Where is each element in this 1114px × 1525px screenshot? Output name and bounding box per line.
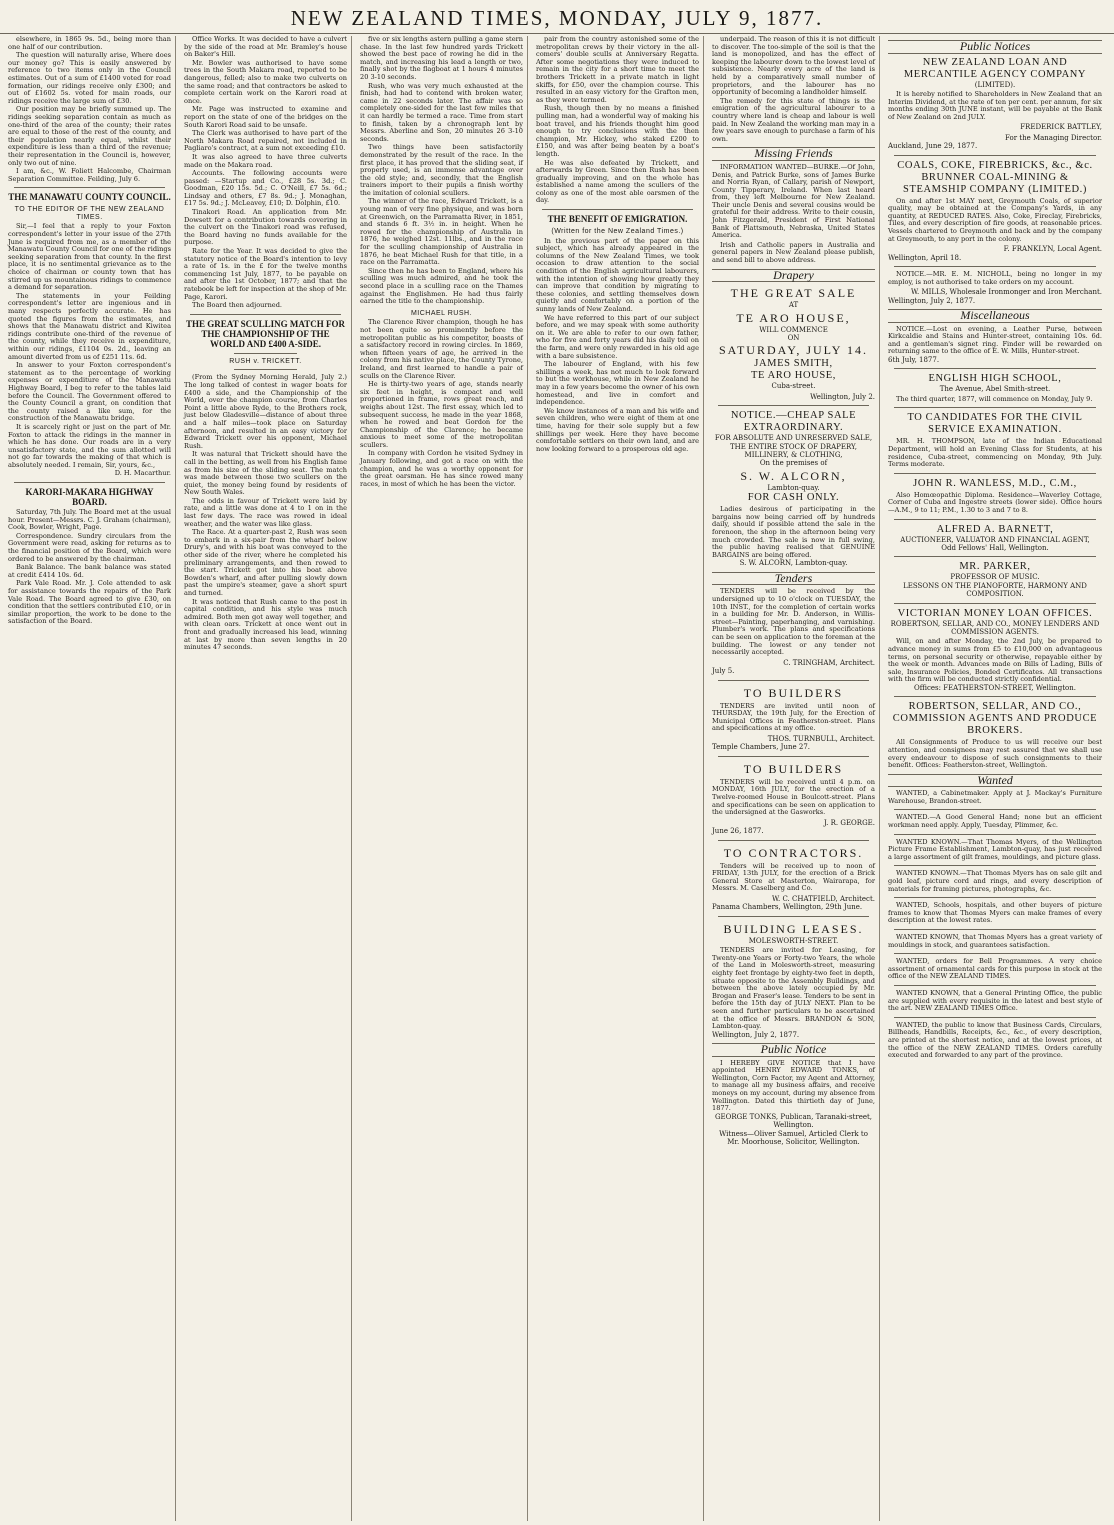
ad-body: Will, on and after Monday, the 2nd July, be prepared to advance money in sums from £5 to £10,000 on advantageous terms, on personal security or otherwise, repayable either by the week or month. Advances made on Bills of Lading, Bills of sale, Insurance Policies, Bonded Certificates. All transactions with the firm will be conducted strictly confidential. [888, 637, 1102, 684]
article-paragraph: We have referred to this part of our subject before, and we may speak with some authority on it. We are able to refer to our own father, who for five and forty years did his daily toil on the farm, and were only rewarded in his old age with a bare subsistence. [536, 313, 699, 360]
missing-friends-ad [712, 164, 875, 265]
article-paragraph: The Race. At a quarter-past 2, Rush was seen to embark in a six-pair from the wharf below Drury's, and with his boat was conveyed to the other side of the river, where he completed his preliminary arrangements, and then rowed to the start. Trickett got into his boat above Bowden's wharf, and after pulling slowly down past the umpire's steamer, gave a short spurt and turned. [184, 528, 347, 597]
column-5 [708, 36, 880, 1521]
notice-ad [888, 271, 1102, 305]
tender-ad [712, 588, 875, 675]
great-sale-ad [712, 285, 875, 401]
article-subheading: MICHAEL RUSH. [410, 309, 473, 317]
ad-line: AT [788, 301, 799, 310]
divider [894, 897, 1096, 898]
divider [894, 407, 1096, 408]
lost-purse-ad [888, 326, 1102, 365]
wanted-item: WANTED, Schools, hospitals, and other buyers of picture frames to know that Thomas Myers can make frames of every description at the lowest rates. [888, 901, 1102, 925]
article-paragraph: Mr. Page was instructed to examine and report on the state of one of the bridges on the South Karori Road said to be unsafe. [184, 105, 347, 129]
article-paragraph: Office Works. It was decided to have a culvert by the side of the road at Mr. Bramley's house on Baker's Hill. [184, 36, 347, 59]
ad-body: NOTICE.—Lost on evening, a Leather Purse, between Kirkcaldie and Stains and Hunter-street, containing 10s. 6d. and a gentleman's signet ring. Finder will be rewarded on returning same to the office of E. W. Mills, Hunter-street. [888, 324, 1102, 356]
music-ad [888, 561, 1102, 598]
ad-sig: FREDERICK BATTLEY, [1020, 123, 1102, 132]
ad-line: ON [787, 334, 800, 343]
article-paragraph: In the previous part of the paper on this subject, which has already appeared in the columns of the New Zealand Times, we took occasion to draw attention to the social condition of the English agricultural labourers, with the intention of showing how greatly they can improve that condition by migrating to these colonies, and settling themselves down quietly and comfortably on a portion of the sunny lands of New Zealand. [536, 236, 699, 313]
ad-witness: Witness—Oliver Samuel, Articled Clerk to Mr. Moorhouse, Solicitor, Wellington. [719, 1129, 868, 1147]
article-paragraph: Accounts. The following accounts were passed: —Startup and Co., £28 5s. 3d.; C. Goodman, £20 15s. 5d.; C. O'Neill, £7 5s. 6d.; Lindsay and others, £7 8s. 9d.; J. Monaghan, £17 5s. 9d.; J. McLeavey, £10; D. Dolphin, £10. [184, 169, 347, 208]
article-paragraph: The Clerk was authorised to have part of the North Makara Road repaired, not included in Pagliaro's contract, at a sum not exceeding £10. [184, 129, 347, 153]
ad-line: ROBERTSON, SELLAR, AND CO., MONEY LENDERS AND COMMISSION AGENTS. [890, 619, 1100, 636]
tender-ad [712, 845, 875, 912]
divider [894, 1017, 1096, 1018]
wanted-item: WANTED KNOWN.—That Thomas Myers has on sale gilt and gold leaf, picture cord and rings, and every description of materials for framing pictures, photographs, &c. [888, 869, 1102, 893]
article-subheading: TO THE EDITOR OF THE NEW ZEALAND TIMES. [14, 206, 165, 221]
divider [718, 756, 869, 757]
ad-body: Tenders will be received up to noon of FRIDAY, 13th JULY, for the erection of a Brick General Store at Masterton, Wairarapa, for Messrs. M. Caselberg and Co. [712, 861, 875, 893]
wanted-item: WANTED, the public to know that Business Cards, Circulars, Billheads, Handbills, Receipts, &c., &c., of every description, are printed at the shortest notice, and at the lowest prices, at the office of the NEW ZEALAND TIMES. Orders carefully executed and forwarded to any part of the province. [888, 1020, 1102, 1060]
article-paragraph: five or six lengths astern pulling a game stern chase. In the last few hundred yards Trickett showed the best pace of rowing he did in the match, and increasing his lead a length or two, finally shot by the flagboat at 1 hours 4 minutes 20 3-10 seconds. [360, 36, 523, 81]
divider [894, 155, 1096, 156]
divider [542, 209, 693, 210]
ad-title: THE GREAT SALE [730, 286, 857, 301]
school-ad [888, 373, 1102, 403]
section-header-public-notice: Public Notice [712, 1043, 875, 1057]
divider [894, 266, 1096, 267]
ad-body: INFORMATION WANTED—BURKE.—Of John, Denis, and Patrick Burke, sons of James Burke and Norria Ryan, of Callary, parish of Newport, County Tipperary, Ireland. When last heard from, they left Melbourne for New Zealand. Their uncle Denis and several cousins would be grateful for their address. Write to their cousin, John Fitzgerald, President of First National Bank of Plattsmouth, Nebraska, United States America. [712, 162, 875, 240]
article-paragraph: Mr. Bowler was authorised to have some trees in the South Makara road, reported to be dangerous, felled; also to make two culverts on the same road; and that contractors be asked to complete certain work on the Karori road at once. [184, 58, 347, 105]
ad-body: Ladies desirous of participating in the bargains now being carried off by hundreds daily, should if possible attend the sale in the forenoon, the shop in the afternoon being very much crowded. The sale is now in full swing, the public having realised that GENUINE BARGAINS are being offered. [712, 505, 875, 559]
divider [894, 809, 1096, 810]
article-paragraph: The statements in your Feilding correspondent's letter are ingenious and in many respects perfectly accurate. He has quoted the figures from the estimates, and shows that the Manawatu district and Kiwitea ridings contribute one-third of the revenue of the county, while they receive in expenditure, within our ridings, £1104 0s. 2d., leaving an amount diverted from us of £251 11s. 6d. [8, 291, 171, 361]
article-paragraph: Rush, who was very much exhausted at the finish, had had to contend with broken water, came in 22 seconds later. The affair was so completely one-sided for the last few miles that it can hardly be termed a race. Time from start to finish, taken by a chronograph lent by Messrs. Aberline and Son, 20 minutes 26 3-10 seconds. [360, 81, 523, 143]
ad-date: Wellington, July 2, 1877. [888, 296, 976, 305]
article-heading: THE BENEFIT OF EMIGRATION. [547, 214, 688, 225]
ad-sig: C. TRINGHAM, Architect. [783, 658, 875, 667]
ad-title: NEW ZEALAND LOAN AND MERCANTILE AGENCY COMPANY [903, 56, 1087, 80]
column-2 [180, 36, 352, 1521]
divider [234, 369, 297, 370]
ad-title: ENGLISH HIGH SCHOOL, [928, 373, 1062, 385]
ad-title: ALFRED A. BARNETT, [936, 523, 1054, 535]
article-paragraph: (From the Sydney Morning Herald, July 2.) The long talked of contest in wager boats for £400 a side, and the Championship of the World, over the champion course, from Charles Point a little above Ryde, to the Brothers rock, just below Gladesville—distance of about three and a half miles—took place on Saturday afternoon, and resulted in an easy victory for Edward Trickett over his opponent, Michael Rush. [184, 373, 347, 450]
tender-ad [712, 921, 875, 1039]
civil-service-ad [888, 412, 1102, 468]
article-paragraph: It was noticed that Rush came to the post in capital condition, and his style was much admired. Both men got away well together, and with clean oars. Trickett at once went out in front and gradually increased his lead, winning at last by more than seven lengths in 20 minutes 47 seconds. [184, 597, 347, 652]
ad-line: Cuba-street. [771, 382, 816, 391]
wanted-item: WANTED KNOWN, that Thomas Myers has a great variety of mouldings in stock, and guarantees satisfaction. [888, 933, 1102, 949]
wanted-list [888, 790, 1102, 1059]
ad-line: MOLESWORTH-STREET. [748, 936, 839, 945]
ad-body: Also Homœopathic Diploma. Residence—Waverley Cottage, Corner of Cuba and Ingestre streets (lower side). Office hours—A.M., 9 to 11; P.M., 1.30 to 3 and 7 to 8. [888, 490, 1102, 514]
divider [894, 865, 1096, 866]
ad-title: MR. PARKER, [959, 561, 1031, 573]
tender-ad [712, 685, 875, 752]
column-4 [532, 36, 704, 1521]
article-paragraph: It was also agreed to have three culverts made on the Makara road. [184, 152, 347, 169]
ad-date: SATURDAY, JULY 14. [718, 343, 869, 358]
money-loan-ad [888, 608, 1102, 693]
article-paragraph: In answer to your Foxton correspondent's statement as to the percentage of working expenses or expenditure of the Manawatu Highway Board, I beg to refer to the tables laid before the Council. The Government offered to the County Council a grant, on condition that the county raised a like sum, for the construction of the Manawatu bridge. [8, 361, 171, 423]
wanted-item: WANTED.—A Good General Hand; none but an efficient workman need apply. Apply, Tuesday, Plimmer, &c. [888, 813, 1102, 830]
divider [718, 840, 869, 841]
divider [190, 314, 341, 315]
article-paragraph: Correspondence. Sundry circulars from the Government were read, asking for returns as to the financial position of the Board, which were ordered to be answered by the chairman. [8, 531, 171, 563]
article-heading: THE GREAT SCULLING MATCH FOR THE CHAMPIONSHIP OF THE WORLD AND £400 A-SIDE. [185, 318, 346, 349]
ad-body: TENDERS will be received until 4 p.m. on MONDAY, 16th JULY, for the erection of a Twelve-roomed House in Boulcott-street. Plans and specifications can be seen on application to the undersigned at the Gasworks. [712, 777, 875, 817]
ad-line: The Avenue, Abel Smith-street. [939, 385, 1051, 394]
article-paragraph: pair from the country astonished some of the metropolitan crews by their victory in the all-comers' double sculls at Anniversary Regatta. After some negotiations they were induced to remain in the city for a short time to meet the brothers Trickett in a private match in light skiffs, for £50, over the champion course. This resulted in an easy victory for the Grafton men, as they were termed. [536, 36, 699, 104]
article-paragraph: He is thirty-two years of age, stands nearly six feet in height, is compact and well proportioned in frame, rows great reach, and weighs about 12st. The first essay, which led to subsequent success, he made in the year 1868, when he rowed and beat Gordon for the Championship of the Clarence; he became anxious to meet some of the metropolitan scullers. [360, 380, 523, 449]
ad-body: TENDERS are invited until noon of THURSDAY, the 19th July, for the Erection of Municipal Offices in Featherston-street. Plans and specifications at my office. [712, 701, 875, 733]
ad-line: Odd Fellows' Hall, Wellington. [941, 543, 1049, 552]
ad-line: Lambton-quay. [767, 483, 820, 492]
divider [894, 696, 1096, 697]
article-heading: THE MANAWATU COUNTY COUNCIL. [8, 192, 171, 203]
ad-name: JAMES SMITH, [754, 358, 833, 370]
article-paragraph: Two things have been satisfactorily demonstrated by the result of the race. In the first place, it has proved that the sliding seat, if properly used, is an immense advantage over the old style; and, secondly, that the English trainers import to their pupils a finish worthy the imitation of colonial scullers. [360, 143, 523, 197]
column-3 [356, 36, 528, 1521]
article-paragraph: Rate for the Year. It was decided to give the statutory notice of the Board's intention to levy a rate of 1s. in the £ for the twelve months commencing 1st July, 1877, to be payable on and after the 1st October, 1877; and that the ratebook be left for inspection at the shop of Mr. Page, Karori. [184, 247, 347, 301]
divider [894, 953, 1096, 954]
column-6-advertisements [884, 36, 1106, 1521]
ad-date: Wellington, April 18. [888, 253, 962, 262]
article-subheading: RUSH v. TRICKETT. [229, 357, 302, 365]
ad-line: Offices: FEATHERSTON-STREET, Wellington. [914, 683, 1076, 692]
divider [894, 985, 1096, 986]
masthead: NEW ZEALAND TIMES, MONDAY, JULY 9, 1877. [0, 0, 1114, 34]
ad-subtitle: BRUNNER COAL-MINING & STEAMSHIP COMPANY (LIMITED.) [903, 171, 1087, 195]
divider [14, 187, 165, 188]
divider [894, 473, 1096, 474]
section-header-wanted: Wanted [888, 774, 1102, 788]
produce-broker-ad [888, 701, 1102, 769]
article-paragraph: The labourer of England, with his few shillings a week, has not much to look forward to but the workhouse, while in New Zealand he may in a few years become the owner of his own homestead, and live in comfort and independence. [536, 360, 699, 407]
ad-title: ROBERTSON, SELLAR, AND CO., COMMISSION AGENTS AND PRODUCE BROKERS. [892, 701, 1098, 737]
ad-line: LESSONS ON THE PIANOFORTE, HARMONY AND COMPOSITION. [903, 581, 1087, 599]
article-paragraph: Tinakori Road. An application from Mr. Dowsett for a contribution towards covering in the culvert on the Tinakori road was refused, the Board having no funds available for the purpose. [184, 208, 347, 247]
coal-ad [888, 160, 1102, 262]
tender-ad [712, 761, 875, 836]
article-paragraph: The remedy for this state of things is the emigration of the agricultural labourer to a country where land is cheap and labour is well paid. In New Zealand the working man may in a few years save enough to purchase a farm of his own. [712, 96, 875, 143]
ad-body: TENDERS are invited for Leasing, for Twenty-one Years or Forty-two Years, the whole of the Land in Molesworth-street, measuring eighty feet frontage by eighty-two feet in depth, situate opposite to the Assembly Buildings, and between the above lately occupied by Mr. Brogan and Fraser's lease. Tenders to be sent in before the 15th day of JULY NEXT. Plan to be seen and further particulars to be ascertained at the office of Messrs. BRANDON & SON, Lambton-quay. [712, 946, 875, 1031]
auctioneer-ad [888, 524, 1102, 553]
divider [234, 353, 297, 354]
ad-dated: Wellington, July 2. [810, 392, 875, 401]
wanted-item: WANTED, a Cabinetmaker. Apply at J. Mackay's Furniture Warehouse, Brandon-street. [888, 789, 1102, 805]
article-paragraph: underpaid. The reason of this it is not difficult to discover. The too-simple of the soil is that the land is monopolized, and has the effect of keeping the labourer down to the lowest level of subsistence. Nearly every acre of the land is held by a comparatively small number of proprietors, and the labourer has no opportunity of becoming a landholder himself. [712, 36, 875, 97]
ad-date: Temple Chambers, June 27. [712, 743, 811, 752]
ad-title: TO CONTRACTORS. [723, 845, 864, 860]
article-paragraph: Our position may be briefly summed up. The ridings seeking separation contain as much as one-third of the area of the county; their rates are equal to those of the rest of the county, and their population nearly equal, whilst their expenditure is less than a third of the revenue; their representation in the Council is, however, only two out of nine. [8, 105, 171, 167]
ad-sig: F. FRANKLYN, Local Agent. [1003, 245, 1102, 254]
ad-date: Auckland, June 29, 1877. [888, 142, 978, 151]
ad-line: PROFESSOR OF MUSIC. [950, 573, 1040, 582]
wanted-item: WANTED KNOWN, that a General Printing Office, the public are supplied with every requisite in the latest and best style of the art. NEW ZEALAND TIMES Office. [888, 988, 1102, 1013]
ad-title: BUILDING LEASES. [723, 921, 864, 936]
ad-body: On and after 1st MAY next, Greymouth Coals, of superior quality, may be obtained at the Company's Yards, in any quantity, at REDUCED RATES. Also, Coke, Fireclay, Firebricks, Tiles, and every description of fire goods, at reasonable prices. Vessels chartered to Greymouth and back and by the company at Greymouth, to any port in the colony. [888, 196, 1102, 243]
ad-body: NOTICE.—MR. E. M. NICHOLL, being no longer in my employ, is not authorised to take orders on my account. [888, 269, 1102, 286]
ad-place: TE ARO HOUSE, [750, 370, 837, 382]
divider [718, 680, 869, 681]
ad-line: AUCTIONEER, VALUATOR AND FINANCIAL AGENT, [900, 535, 1090, 544]
article-paragraph: Saturday, 7th July. The Board met at the usual hour. Present—Messrs. C. J. Graham (chairman), Cook, Bowler, Wright, Page. [8, 508, 171, 532]
ad-sig: W. MILLS, Wholesale Ironmonger and Iron Merchant. [911, 288, 1102, 297]
divider [894, 519, 1096, 520]
divider [894, 556, 1096, 557]
article-paragraph: It is scarcely right or just on the part of Mr. Foxton to attack the ridings in the manner in which he has done. Our roads are in a very unsatisfactory state, and the sum allotted will not go far towards the making of that which is absolutely needed. I remain, Sir, yours, &c., [8, 422, 171, 469]
section-header-drapery: Drapery [712, 269, 875, 283]
ad-line: FOR ABSOLUTE AND UNRESERVED SALE, THE ENTIRE STOCK OF DRAPERY, MILLINERY, & CLOTHING, [714, 434, 873, 460]
ad-title: TO BUILDERS [743, 685, 844, 700]
ad-date: July 5. [712, 667, 735, 676]
ad-sig: W. C. CHATFIELD, Architect. [772, 894, 875, 903]
section-header-miscellaneous: Miscellaneous [888, 309, 1102, 323]
ad-sig: For the Managing Director. [1005, 133, 1102, 142]
doctor-ad [888, 478, 1102, 515]
ad-title: TO CANDIDATES FOR THE CIVIL SERVICE EXAMINATION. [907, 412, 1083, 436]
ad-line: (LIMITED). [974, 80, 1016, 89]
ad-sig: S. W. ALCORN, Lambton-quay. [739, 559, 848, 568]
ad-body: The third quarter, 1877, will commence on Monday, July 9. [896, 394, 1093, 403]
divider [894, 603, 1096, 604]
ad-date: June 26, 1877. [712, 827, 764, 836]
ad-date: 6th July, 1877. [888, 355, 940, 364]
divider [718, 405, 869, 406]
divider [894, 834, 1096, 835]
ad-sig: J. R. GEORGE. [823, 818, 875, 827]
article-paragraph: The Board then adjourned. [192, 301, 283, 310]
divider [14, 482, 165, 483]
article-paragraph: Sir,—I feel that a reply to your Foxton correspondent's letter in your issue of the 27th June is required from me, as a member of the Manawatu County Council for one of the ridings seeking separation from that county. In the first place, it is no sentimental grievance as to the choice of chairman or county town that has stirred up us mountainous ridings to commence a demand for separation. [8, 222, 171, 292]
loan-agency-ad [888, 57, 1102, 151]
ad-name: S. W. ALCORN, [740, 468, 847, 483]
ad-place: TE ARO HOUSE, [736, 310, 851, 325]
ad-body: TENDERS will be received by the undersigned up to 10 o'clock on TUESDAY, the 10th INST., for the completion of certain works in a building for Mr. D. Anderson, in Willis-street—Painting, paperhanging, and varnishing. Plumber's work. The plans and specifications can be seen on application to the foreman at the building. The lowest or any tender not necessarily accepted. [712, 587, 875, 657]
article-paragraph: The question will naturally arise, Where does our money go? This is easily answered by reference to two items only in the Council estimates. Out of a sum of £1400 voted for road formation, our ridings receive only £300; and out of £1602 5s. voted for main roads, our ridings receive the large sum of £30. [8, 51, 171, 105]
ad-date: Panama Chambers, Wellington, 29th June. [712, 903, 863, 912]
ad-title: JOHN R. WANLESS, M.D., C.M., [913, 477, 1077, 489]
ad-line: WILL COMMENCE [759, 325, 828, 334]
public-notice-ad [712, 1060, 875, 1147]
article-paragraph: The Clarence River champion, though he has not been quite so prominently before the metropolitan public as his competitor, boasts of a satisfactory record in rowing circles. In 1869, when fifteen years of age, he arrived in the colony from his native place, the County Tyrone, Ireland, and first learned to handle a pair of sculls on the Clarence River. [360, 318, 523, 380]
letter-signature: D. H. Macarthur. [114, 469, 171, 478]
article-paragraph: We know instances of a man and his wife and seven children, who were eight of them at one time, having for their sole supply but a few shillings per week. Here they have become comfortable settlers on their own land, and are now looking forward to a prosperous old age. [536, 406, 699, 453]
article-heading: KARORI-MAKARA HIGHWAY BOARD. [25, 487, 154, 508]
divider [718, 916, 869, 917]
article-paragraph: Park Vale Road. Mr. J. Cole attended to ask for assistance towards the repairs of the Park Vale Road. The Board agreed to give £30, on condition that the settlers contributed £10, or in similar proportion, the work to be done to the satisfaction of the Board. [8, 579, 171, 626]
ad-title: TO BUILDERS [743, 761, 844, 776]
ad-line: On the premises of [759, 459, 828, 468]
section-header-missing-friends: Missing Friends [712, 147, 875, 161]
section-header-public-notices: Public Notices [888, 40, 1102, 54]
ad-body: MR. H. THOMPSON, late of the Indian Educational Department, will hold an Evening Class for Students, at his residence, Cuba-street, commencing on Monday, 9th July. Terms moderate. [888, 437, 1102, 469]
ad-sig: GEORGE TONKS, Publican, Taranaki-street, Wellington. [714, 1112, 873, 1130]
ad-line: FOR CASH ONLY. [747, 492, 840, 504]
article-paragraph: The winner of the race, Edward Trickett, is a young man of very fine physique, and was born at Greenwich, on the Parramatta River, in 1851, and stands 6 ft. 3½ in. in height. When he rowed for the championship of Australia in 1876, he weighed 12st. 11lbs., and in the race for the sculling championship of Australia in 1876, he beat Michael Rush for that title, in a race on the Parramatta. [360, 197, 523, 267]
article-paragraph: Bank Balance. The bank balance was stated at credit £414 10s. 6d. [8, 563, 171, 579]
ad-body: I HEREBY GIVE NOTICE that I have appointed HENRY EDWARD TONKS, of Wellington, Corn Factor, my Agent and Attorney, to manage all my business affairs, and receive moneys on my account, during my absence from Wellington. Dated this thirtieth day of June, 1877. [712, 1058, 875, 1113]
ad-date: Wellington, July 2, 1877. [712, 1030, 800, 1039]
letter-signature: I am, &c., W. Foliett Halcombe, Chairman Separation Committee. Feilding, July 6. [8, 167, 171, 183]
newspaper-columns [4, 36, 1110, 1521]
article-paragraph: It was natural that Trickett should have the call in the betting, as well from his English fame as from his size of the sliding seat. The match was made between those two scullers on the quiet, the money being found by residents of New South Wales. [184, 450, 347, 497]
ad-title: VICTORIAN MONEY LOAN OFFICES. [897, 607, 1093, 619]
ad-body: It is hereby notified to Shareholders in New Zealand that an Interim Dividend, at the rate of ten per cent. per annum, for six months ending 30th JUNE instant, will be payable at the Bank of New Zealand on 2nd JULY. [888, 90, 1102, 121]
cheap-sale-ad [712, 410, 875, 568]
wanted-item: WANTED, orders for Bell Programmes. A very choice assortment of ornamental cards for this purpose in stock at the office of the NEW ZEALAND TIMES. [888, 957, 1102, 981]
article-paragraph: He was also defeated by Trickett, and afterwards by Green. Since then Rush has been gradually improving, and on the whole has established a name among the scullers of the colony as one of the most able oarsmen of the day. [536, 158, 699, 205]
ad-title: COALS, COKE, FIREBRICKS, &c., &c. [897, 159, 1093, 171]
ad-sig: THOS. TURNBULL, Architect. [767, 734, 875, 743]
ad-title: NOTICE.—CHEAP SALE EXTRAORDINARY. [730, 410, 857, 434]
ad-note: Irish and Catholic papers in Australia and general papers in New Zealand please publish, and send bill to above address. [712, 240, 875, 265]
divider [894, 929, 1096, 930]
ad-body: All Consignments of Produce to us will receive our best attention, and consignees may rest assured that we shall use every endeavour to dispose of such consignments to their benefit. Offices: Featherston-street, Wellington. [888, 738, 1102, 770]
article-paragraph: The odds in favour of Trickett were laid by rate, and a little was done at 4 to 1 on in the last few days. The race was rowed in ideal weather, and the water was like glass. [184, 496, 347, 528]
article-paragraph: Since then he has been to England, where his sculling was much admired, and he took the second place in a sculling race on the Thames against the Englishmen. He had thus fairly earned the title to the championship. [360, 266, 523, 306]
article-paragraph: elsewhere, in 1865 9s. 5d., being more than one half of our contribution. [8, 36, 171, 51]
article-paragraph: In company with Cordon he visited Sydney in January following, and got a race on with the champion, and he was a worthy opponent for the great oarsman. He has since rowed many races, in most of which he has been the victor. [360, 449, 523, 488]
article-paragraph: Rush, though then by no means a finished pulling man, had a wonderful way of making his boat travel, and his friends thought him good enough to try conclusions with the then champion, Mr. Hickey, who staked £200 to £150, and was after being beaten by a boat's length. [536, 104, 699, 158]
article-subheading: (Written for the New Zealand Times.) [551, 228, 684, 236]
divider [894, 368, 1096, 369]
section-header-tenders: Tenders [712, 572, 875, 586]
wanted-item: WANTED KNOWN.—That Thomas Myers, of the Wellington Picture Frame Establishment, Lambton-quay, has just received a large assortment of gilt frames, mouldings, and picture glass. [888, 837, 1102, 861]
column-1 [4, 36, 176, 1521]
